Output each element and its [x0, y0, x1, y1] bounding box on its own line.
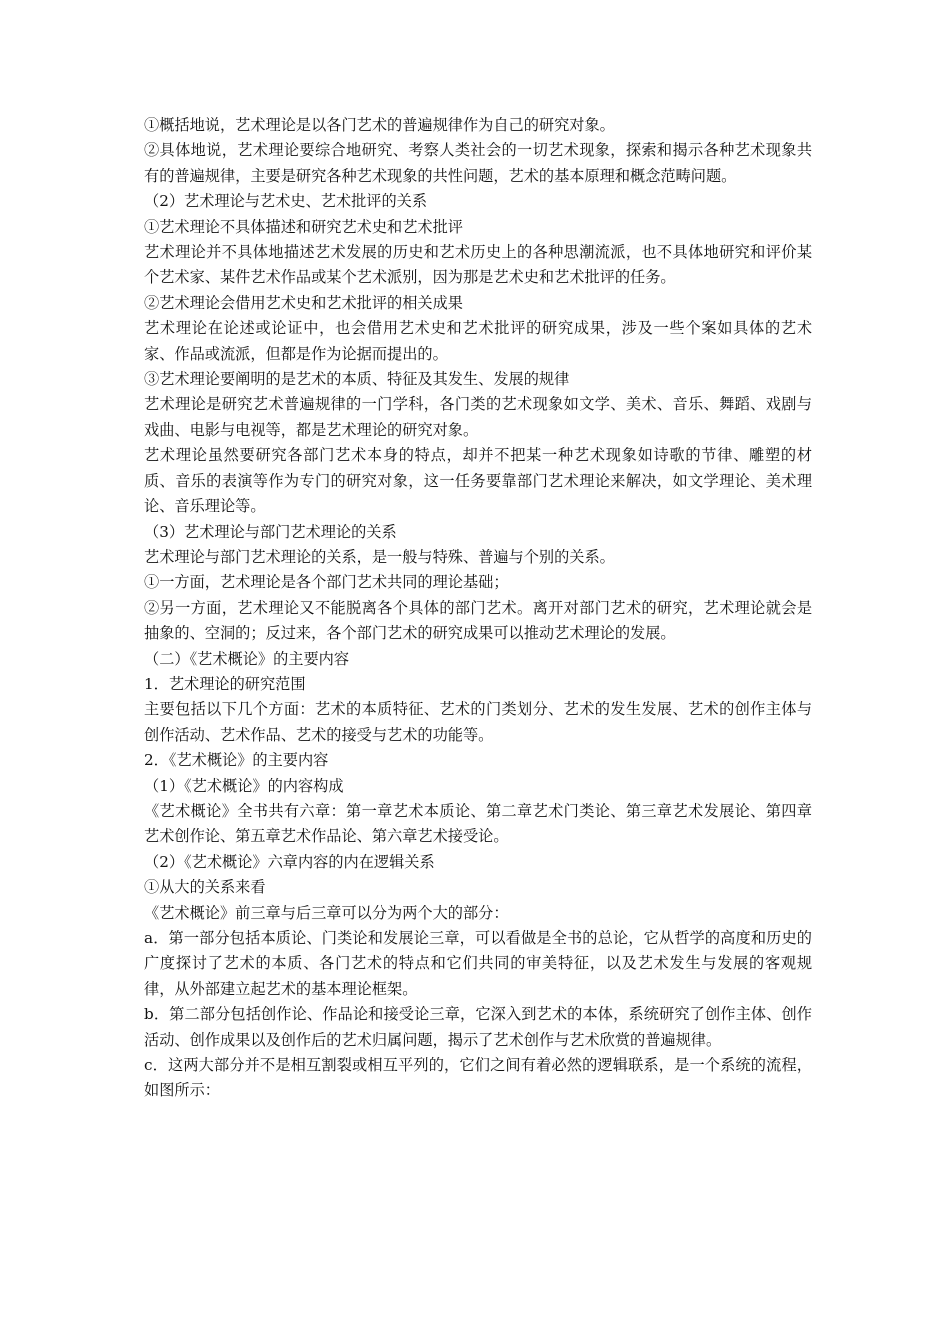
paragraph-subpoint-2: ②另一方面，艺术理论又不能脱离各个具体的部门艺术。离开对部门艺术的研究，艺术理论就会是抽象的、空洞的；反过来，各个部门艺术的研究成果可以推动艺术理论的发展。 [144, 598, 812, 643]
paragraph-subpoint-1: ①艺术理论不具体描述和研究艺术史和艺术批评 [144, 217, 463, 236]
paragraph-subpoint-2: ②艺术理论会借用艺术史和艺术批评的相关成果 [144, 293, 463, 312]
paragraph-item-c: c．这两大部分并不是相互割裂或相互平列的，它们之间有着必然的逻辑联系，是一个系统的流程，如图所示： [144, 1056, 812, 1100]
heading-section-two: （二）《艺术概论》的主要内容 [144, 649, 350, 668]
paragraph-body: 艺术理论是研究艺术普遍规律的一门学科，各门类的艺术现象如文学、美术、音乐、舞蹈、戏剧与戏曲、电影与电视等，都是艺术理论的研究对象。 [144, 395, 812, 439]
paragraph-point-general: ①概括地说，艺术理论是以各门艺术的普遍规律作为自己的研究对象。 [144, 116, 615, 134]
heading-main-content: 2．《艺术概论》的主要内容 [144, 751, 329, 770]
paragraph-point-specific: ②具体地说，艺术理论要综合地研究、考察人类社会的一切艺术现象，探索和揭示各种艺术现象共有的普遍规律，主要是研究各种艺术现象的共性问题，艺术的基本原理和概念范畴问题。 [144, 141, 812, 185]
heading-theory-department-theory: （3）艺术理论与部门艺术理论的关系 [144, 522, 397, 541]
paragraph-body: 艺术理论在论述或论证中，也会借用艺术史和艺术批评的研究成果，涉及一些个案如具体的艺术家、作品或流派，但都是作为论据而提出的。 [144, 319, 812, 363]
paragraph-subpoint-1: ①一方面，艺术理论是各个部门艺术共同的理论基础； [144, 573, 509, 592]
paragraph-subpoint-3: ③艺术理论要阐明的是艺术的本质、特征及其发生、发展的规律 [144, 370, 570, 389]
paragraph-body: 艺术理论与部门艺术理论的关系，是一般与特殊、普遍与个别的关系。 [144, 547, 615, 566]
document-page [144, 113, 812, 1104]
heading-content-composition: （1）《艺术概论》的内容构成 [144, 776, 344, 795]
paragraph-body: 主要包括以下几个方面：艺术的本质特征、艺术的门类划分、艺术的发生发展、艺术的创作主体与创作活动、艺术作品、艺术的接受与艺术的功能等。 [144, 700, 812, 744]
paragraph-body: 艺术理论虽然要研究各部门艺术本身的特点，却并不把某一种艺术现象如诗歌的节律、雕塑的材质、音乐的表演等作为专门的研究对象，这一任务要靠部门艺术理论来解决，如文学理论、美术理论、音乐理论等。 [144, 446, 812, 516]
paragraph-subpoint-1: ①从大的关系来看 [144, 878, 266, 897]
paragraph-item-a: a．第一部分包括本质论、门类论和发展论三章，可以看做是全书的总论，它从哲学的高度和历史的广度探讨了艺术的本质、各门艺术的特点和它们共同的审美特征，以及艺术发生与发展的客观规律，从外部建立起艺术的基本理论框架。 [144, 929, 812, 998]
heading-inner-logic: （2）《艺术概论》六章内容的内在逻辑关系 [144, 852, 435, 871]
paragraph-body: 艺术理论并不具体地描述艺术发展的历史和艺术历史上的各种思潮流派，也不具体地研究和评价某个艺术家、某件艺术作品或某个艺术派别，因为那是艺术史和艺术批评的任务。 [144, 243, 812, 287]
paragraph-body: 《艺术概论》全书共有六章：第一章艺术本质论、第二章艺术门类论、第三章艺术发展论、第四章艺术创作论、第五章艺术作品论、第六章艺术接受论。 [144, 801, 812, 846]
paragraph-body: 《艺术概论》前三章与后三章可以分为两个大的部分： [144, 903, 509, 922]
heading-theory-history-criticism: （2）艺术理论与艺术史、艺术批评的关系 [144, 192, 428, 211]
heading-research-scope: 1．艺术理论的研究范围 [144, 674, 306, 693]
paragraph-item-b: b．第二部分包括创作论、作品论和接受论三章，它深入到艺术的本体，系统研究了创作主体、创作活动、创作成果以及创作后的艺术归属问题，揭示了艺术创作与艺术欣赏的普遍规律。 [144, 1005, 812, 1049]
